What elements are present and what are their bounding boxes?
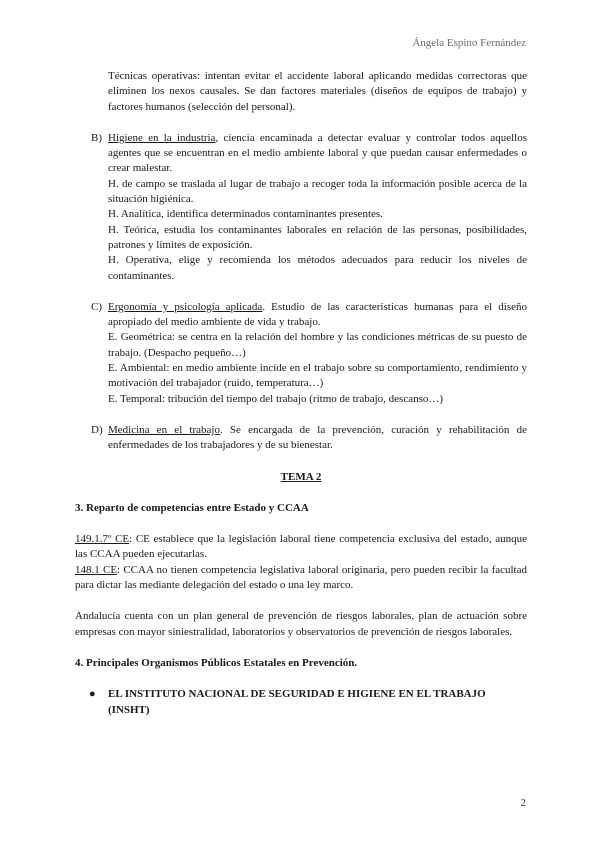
section-c-intro-text: . Estudio de las características humanas para el diseño apropiado del medio ambiente de vida y trabajo. xyxy=(108,300,527,329)
article-149 xyxy=(75,532,527,563)
higiene-campo: H. de campo se traslada al lugar de trabajo a recoger toda la información posible acerca de la situación higiénica. xyxy=(108,177,527,206)
section-c xyxy=(75,300,527,407)
section-b-intro xyxy=(108,131,527,177)
bullet-icon: ● xyxy=(89,688,96,701)
bullet-item-insht xyxy=(75,687,527,718)
tema-title: TEMA 2 xyxy=(280,470,322,483)
higiene-teorica: H. Teórica, estudia los contaminantes laborales en relación de las personas, posibilidades, patrones y límites de exposición. xyxy=(108,223,527,251)
section-c-term: Ergonomía y psicología aplicada xyxy=(108,300,263,313)
ergonomia-temporal: E. Temporal: tribución del tiempo del trabajo (ritmo de trabajo, descanso…) xyxy=(108,392,444,405)
section-d-intro-text: . Se encargada de la prevención, curación y rehabilitación de enfermedades de los trabajadores y de su bienestar. xyxy=(108,423,527,452)
section-3-heading: 3. Reparto de competencias entre Estado y CCAA xyxy=(75,501,309,514)
higiene-analitica: H. Analítica, identifica determinados contaminantes presentes. xyxy=(108,208,383,221)
section-d-letter: D) xyxy=(91,423,103,436)
section-b xyxy=(75,131,527,284)
section-b-letter: B) xyxy=(91,131,102,144)
page-content xyxy=(75,69,527,718)
section-d xyxy=(75,423,527,454)
article-148-ref: 148.1 CE xyxy=(75,563,118,576)
page-number: 2 xyxy=(520,797,526,809)
andalucia-paragraph: Andalucía cuenta con un plan general de prevención de riesgos laborales, plan de actuación sobre empresas con mayor siniestralidad, laboratorios y observatorios de prevención de riesgos laborales. xyxy=(75,610,527,638)
article-148 xyxy=(75,563,527,594)
section-c-intro xyxy=(108,300,527,331)
ergonomia-geometrica: E. Geométrica: se centra en la relación del hombre y las condiciones métricas de su puesto de trabajo. (Despacho pequeño…) xyxy=(108,331,527,359)
section-c-letter: C) xyxy=(91,300,102,313)
article-149-text: : CE establece que la legislación laboral tiene competencia exclusiva del estado, aunque las CCAA pueden ejecutarlas. xyxy=(75,533,527,561)
header-author: Ángela Espino Fernández xyxy=(412,37,526,49)
article-148-text: : CCAA no tienen competencia legislativa laboral originaria, pero pueden recibir la facultad para dictar las mediante delegación del estado o una ley marco. xyxy=(75,563,527,592)
tecnicas-operativas-paragraph: Técnicas operativas: intentan evitar el accidente laboral aplicando medidas correctoras que eliminen los nexos causales. Se dan factores materiales (diseños de equipos de trabajo) y factores humanos (selección del personal). xyxy=(108,70,527,113)
section-b-intro-text: , ciencia encaminada a detectar evaluar y controlar todos aquellos agentes que se encuentran en el medio ambiente laboral y que puedan causar enfermedades o crear malestar. xyxy=(108,131,527,175)
higiene-operativa: H. Operativa, elige y recomienda los métodos adecuados para reducir los niveles de contaminantes. xyxy=(108,254,527,282)
bullet-item-insht-text: EL INSTITUTO NACIONAL DE SEGURIDAD E HIGIENE EN EL TRABAJO (INSHT) xyxy=(108,688,486,716)
ergonomia-ambiental: E. Ambiental: en medio ambiente incide en el trabajo sobre su comportamiento, rendimiento y motivación del trabajador (ruido, temperatura…) xyxy=(108,362,527,390)
section-b-term: Higiene en la industria xyxy=(108,131,216,144)
article-149-ref: 149.1.7º CE xyxy=(75,533,130,546)
section-d-intro xyxy=(108,423,527,454)
section-d-term: Medicina en el trabajo xyxy=(108,423,220,436)
section-4-heading: 4. Principales Organismos Públicos Estatales en Prevención. xyxy=(75,656,358,669)
